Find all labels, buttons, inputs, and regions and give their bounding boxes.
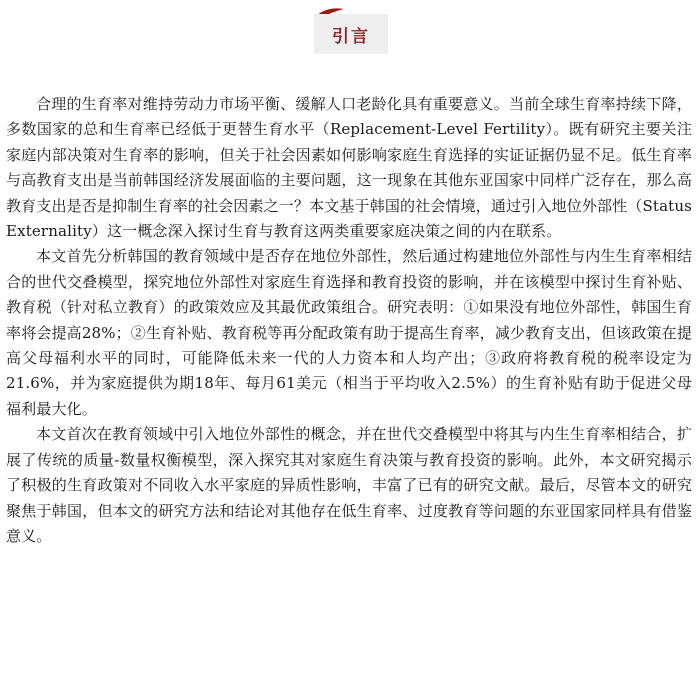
section-heading xyxy=(312,6,390,52)
paragraph: 本文首先分析韩国的教育领域中是否存在地位外部性，然后通过构建地位外部性与内生生育率相结合的世代交叠模型，探究地位外部性对家庭生育选择和教育投资的影响，并在该模型中探讨生育补贴、教育税（针对私立教育）的政策效应及其最优政策组合。研究表明：①如果没有地位外部性，韩国生育率将会提高28%；②生育补贴、教育税等再分配政策有助于提高生育率，减少教育支出，但该政策在提高父母福利水平的同时，可能降低未来一代的人力资本和人均产出；③政府将教育税的税率设定为21.6%，并为家庭提供为期18年、每月61美元（相当于平均收入2.5%）的生育补贴有助于促进父母福利最大化。 xyxy=(6,247,692,418)
section-title: 引言 xyxy=(332,26,370,47)
heading-box xyxy=(314,14,388,54)
paragraph: 本文首次在教育领域中引入地位外部性的概念，并在世代交叠模型中将其与内生生育率相结合，扩展了传统的质量-数量权衡模型，深入探究其对家庭生育决策与教育投资的影响。此外，本文研究揭示了积极的生育政策对不同收入水平家庭的异质性影响，丰富了已有的研究文献。最后，尽管本文的研究聚焦于韩国，但本文的研究方法和结论对其他存在低生育率、过度教育等问题的东亚国家同样具有借鉴意义。 xyxy=(6,425,692,545)
article-body xyxy=(6,92,692,549)
paragraph: 合理的生育率对维持劳动力市场平衡、缓解人口老龄化具有重要意义。当前全球生育率持续下降，多数国家的总和生育率已经低于更替生育水平（Replacement-Level Fertility）。既有研究主要关注家庭内部决策对生育率的影响，但关于社会因素如何影响家庭生育选择的实证证据仍显不足。低生育率与高教育支出是当前韩国经济发展面临的主要问题，这一现象在其他东亚国家中同样广泛存在，那么高教育支出是否是抑制生育率的社会因素之一？本文基于韩国的社会情境，通过引入地位外部性（Status Externality）这一概念深入探讨生育与教育这两类重要家庭决策之间的内在联系。 xyxy=(6,95,692,241)
